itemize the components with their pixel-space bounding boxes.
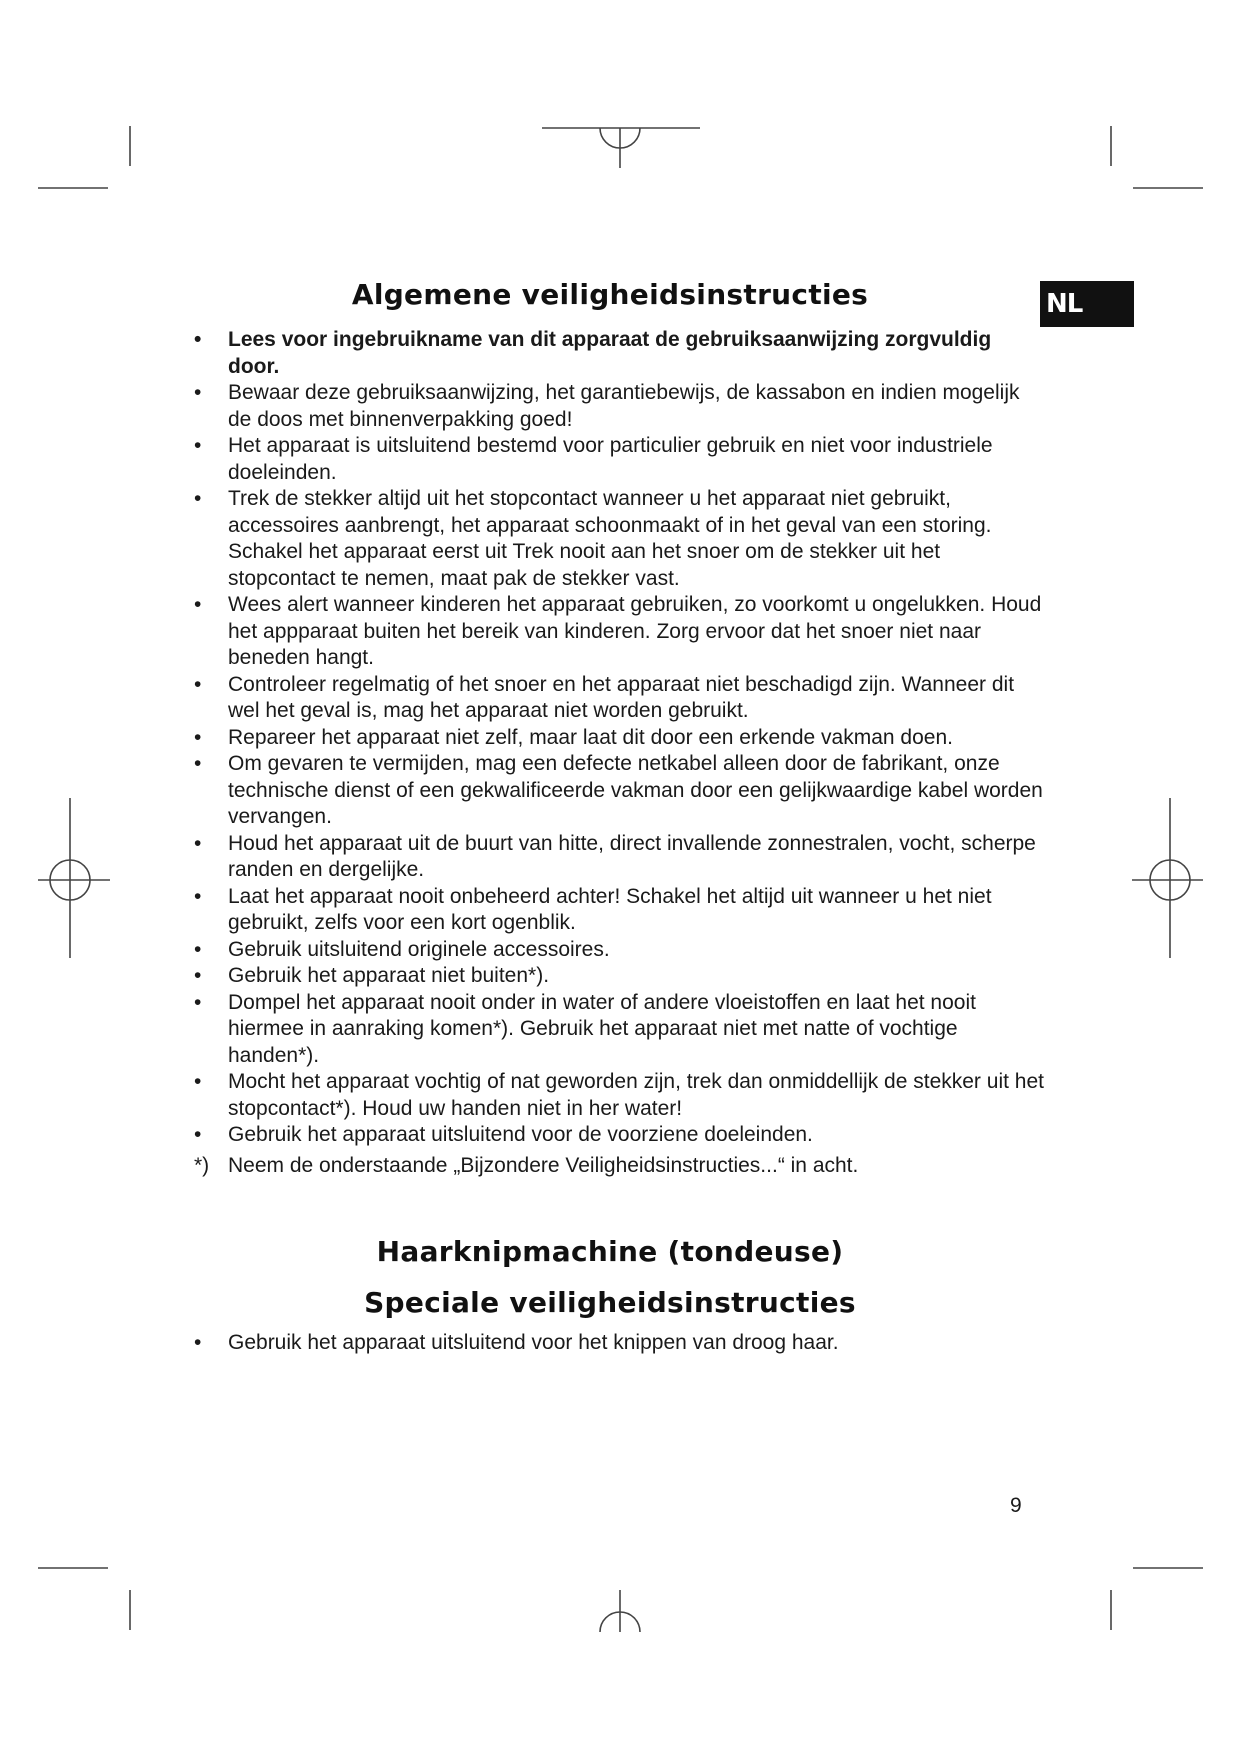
- crop-mark-top-left: [38, 126, 130, 188]
- list-item: [194, 1122, 1046, 1149]
- list-item-text: Wees alert wanneer kinderen het apparaat gebruiken, zo voorkomt u ongelukken. Houd het appparaat buiten het bereik van kinderen. Zorg ervoor dat het snoer niet naar beneden hangt.: [228, 593, 1042, 669]
- list-item: [194, 751, 1046, 831]
- crop-mark-bottom-right: [1111, 1568, 1203, 1630]
- list-item: [194, 327, 1046, 380]
- bullet: •: [194, 1331, 202, 1354]
- list-item-text: Gebruik uitsluitend originele accessoires.: [228, 937, 610, 961]
- bullet: •: [194, 672, 202, 696]
- bullet: •: [194, 990, 202, 1014]
- general-safety-list: [194, 327, 1046, 1149]
- bullet: •: [194, 752, 202, 775]
- bullet: •: [194, 1123, 202, 1146]
- list-item: [194, 486, 1046, 592]
- list-item-text: Gebruik het apparaat uitsluitend voor het knippen van droog haar.: [228, 1331, 839, 1354]
- list-item-text: Dompel het apparaat nooit onder in water of andere vloeistoffen en laat het nooit hiermee in aanraking komen*). Gebruik het apparaat niet met natte of vochtige handen*).: [228, 990, 976, 1067]
- list-item: [194, 1330, 1046, 1357]
- list-item: [194, 725, 1046, 752]
- list-item: [194, 592, 1046, 672]
- list-item-text: Om gevaren te vermijden, mag een defecte netkabel alleen door de fabrikant, onze technische dienst of een gekwalificeerde vakman door een gelijkwaardige kabel worden vervangen.: [228, 752, 1043, 828]
- list-item: [194, 831, 1046, 884]
- bullet: •: [194, 725, 202, 749]
- list-item-text: Houd het apparaat uit de buurt van hitte, direct invallende zonnestralen, vocht, scherpe randen en dergelijke.: [228, 831, 1036, 881]
- section-heading-hair-clipper: Haarknipmachine (tondeuse): [376, 1235, 844, 1268]
- section-heading-special-safety: Speciale veiligheidsinstructies: [364, 1286, 856, 1319]
- bullet: •: [194, 831, 202, 855]
- list-item: [194, 672, 1046, 725]
- list-item: [194, 963, 1046, 990]
- list-item: [194, 1069, 1046, 1122]
- list-item-text: Trek de stekker altijd uit het stopcontact wanneer u het apparaat niet gebruikt, accessoires aanbrengt, het apparaat schoonmaakt of in het geval van een storing. Schakel het apparaat eerst uit Trek nooit aan het snoer om de stekker uit het stopcontact te nemen, maat pak de stekker vast.: [228, 487, 992, 590]
- special-safety-list: [194, 1330, 1046, 1357]
- bullet: •: [194, 434, 202, 457]
- list-item-text: Controleer regelmatig of het snoer en het apparaat niet beschadigd zijn. Wanneer dit wel het geval is, mag het apparaat niet worden gebruikt.: [228, 672, 1015, 722]
- list-item: [194, 937, 1046, 964]
- page-number: 9: [1010, 1494, 1022, 1517]
- bullet: •: [194, 593, 202, 616]
- list-item-text: Lees voor ingebruikname van dit apparaat de gebruiksaanwijzing zorgvuldig door.: [228, 328, 992, 378]
- list-item-text: Het apparaat is uitsluitend bestemd voor particulier gebruik en niet voor industriele doeleinden.: [228, 434, 993, 484]
- bullet: •: [194, 328, 202, 351]
- list-item-text: Gebruik het apparaat uitsluitend voor de voorziene doeleinden.: [228, 1123, 813, 1146]
- bullet: •: [194, 964, 202, 987]
- list-item-text: Bewaar deze gebruiksaanwijzing, het garantiebewijs, de kassabon en indien mogelijk de doos met binnenverpakking goed!: [228, 381, 1020, 431]
- footnote-mark: *): [194, 1154, 210, 1177]
- bullet: •: [194, 381, 202, 404]
- registration-mark-left: [38, 798, 110, 958]
- bullet: •: [194, 884, 202, 908]
- footnote-text: Neem de onderstaande „Bijzondere Veiligheidsinstructies...“ in acht.: [228, 1154, 859, 1177]
- crop-mark-bottom-left: [38, 1568, 130, 1630]
- bullet: •: [194, 487, 202, 510]
- list-item-text: Repareer het apparaat niet zelf, maar laat dit door een erkende vakman doen.: [228, 725, 953, 749]
- list-item: [194, 884, 1046, 937]
- footnote: [194, 1153, 1046, 1180]
- registration-mark-top: [542, 128, 700, 168]
- registration-mark-bottom: [600, 1590, 640, 1632]
- crop-mark-top-right: [1111, 126, 1203, 188]
- section-heading-general-safety: Algemene veiligheidsinstructies: [351, 278, 869, 311]
- list-item: [194, 433, 1046, 486]
- list-item: [194, 380, 1046, 433]
- list-item-text: Laat het apparaat nooit onbeheerd achter! Schakel het altijd uit wanneer u het niet gebruikt, zelfs voor een kort ogenblik.: [228, 884, 992, 934]
- list-item: [194, 990, 1046, 1070]
- language-tab: NL: [1040, 281, 1134, 327]
- bullet: •: [194, 1070, 202, 1093]
- bullet: •: [194, 937, 202, 961]
- registration-mark-right: [1132, 798, 1203, 958]
- list-item-text: Mocht het apparaat vochtig of nat geworden zijn, trek dan onmiddellijk de stekker uit het stopcontact*). Houd uw handen niet in her water!: [228, 1070, 1044, 1120]
- list-item-text: Gebruik het apparaat niet buiten*).: [228, 964, 550, 987]
